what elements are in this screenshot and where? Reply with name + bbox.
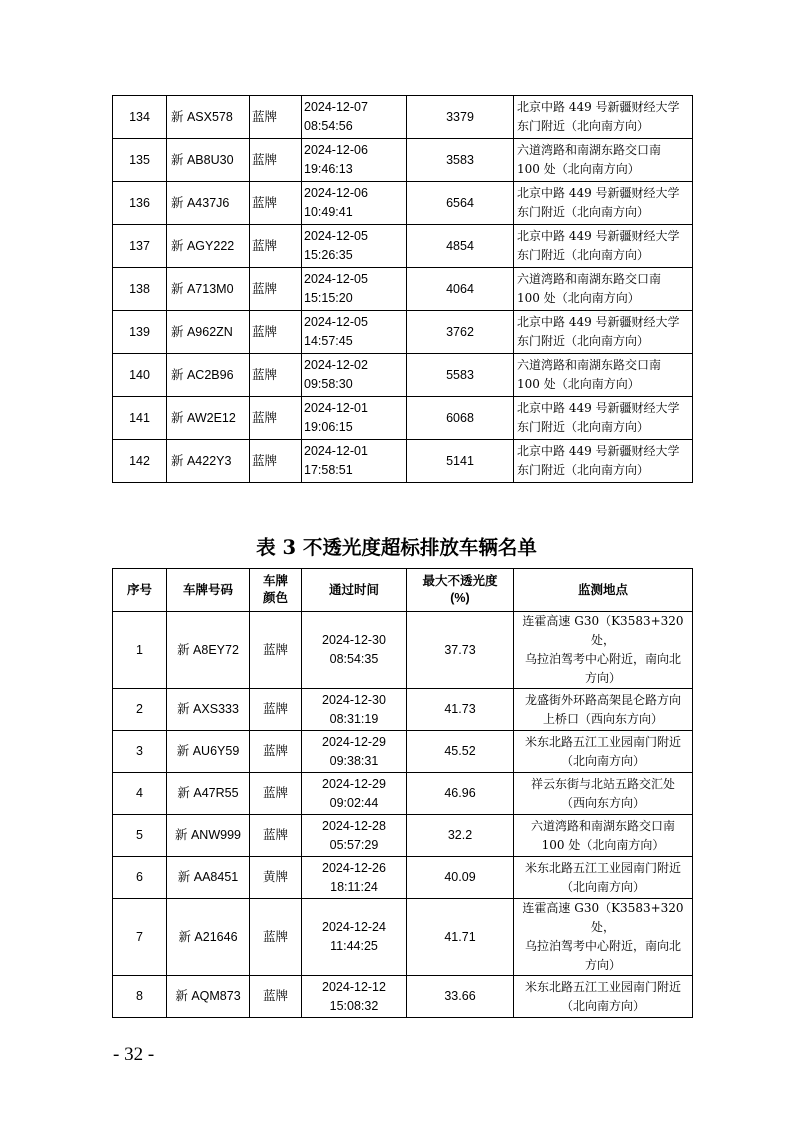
table-row	[113, 182, 693, 225]
location-line: （西向东方向）	[560, 795, 645, 810]
cell-no: 140	[113, 354, 167, 397]
cell-no: 138	[113, 268, 167, 311]
cell-location	[514, 268, 693, 311]
location-line: 六道湾路和南湖东路交口南	[517, 358, 662, 372]
pass-clock: 18:11:24	[330, 879, 378, 894]
cell-no: 8	[113, 976, 167, 1018]
cell-location	[514, 225, 693, 268]
cell-pass-time	[302, 815, 407, 857]
cell-no: 137	[113, 225, 167, 268]
header-no: 序号	[113, 569, 167, 612]
pass-date: 2024-12-29	[322, 776, 386, 791]
table-row	[113, 976, 693, 1018]
location-line: 北京中路 449 号新疆财经大学	[517, 100, 680, 114]
cell-plate: 新 AC2B96	[167, 354, 250, 397]
cell-location	[514, 976, 693, 1018]
pass-date: 2024-12-28	[322, 818, 386, 833]
table-row	[113, 268, 693, 311]
table-high-emission-continued	[112, 95, 693, 483]
pass-clock: 15:26:35	[304, 248, 353, 262]
table-row	[113, 731, 693, 773]
cell-plate: 新 A422Y3	[167, 440, 250, 483]
location-line: 六道湾路和南湖东路交口南	[530, 818, 675, 833]
cell-pass-time	[302, 899, 407, 976]
cell-value: 3762	[407, 311, 514, 354]
cell-plate-color: 蓝牌	[250, 731, 302, 773]
pass-date: 2024-12-07	[304, 100, 368, 114]
cell-location	[514, 815, 693, 857]
cell-value: 40.09	[407, 857, 514, 899]
cell-plate: 新 AU6Y59	[167, 731, 250, 773]
cell-plate: 新 ANW999	[167, 815, 250, 857]
pass-clock: 05:57:29	[329, 837, 379, 852]
cell-plate-color: 蓝牌	[250, 899, 302, 976]
cell-value: 46.96	[407, 773, 514, 815]
location-line: 北京中路 449 号新疆财经大学	[517, 444, 680, 458]
cell-value: 37.73	[407, 612, 514, 689]
pass-clock: 19:46:13	[304, 162, 353, 176]
location-line: 乌拉泊驾考中心附近，南向北	[524, 652, 681, 666]
pass-clock: 08:54:35	[329, 652, 379, 666]
cell-pass-time	[302, 612, 407, 689]
table-row	[113, 857, 693, 899]
cell-plate: 新 AGY222	[167, 225, 250, 268]
cell-no: 135	[113, 139, 167, 182]
location-line: 连霍高速 G30（K3583+320 处，	[522, 614, 684, 647]
pass-clock: 15:15:20	[304, 291, 353, 305]
header-value-line2: (%)	[450, 591, 470, 605]
cell-no: 141	[113, 397, 167, 440]
pass-date: 2024-12-26	[322, 860, 386, 875]
pass-date: 2024-12-02	[304, 358, 368, 372]
cell-location	[514, 773, 693, 815]
cell-location	[514, 689, 693, 731]
pass-date: 2024-12-05	[304, 272, 368, 286]
cell-value: 6068	[407, 397, 514, 440]
cell-value: 6564	[407, 182, 514, 225]
location-line: 北京中路 449 号新疆财经大学	[517, 229, 680, 243]
header-color-line2: 颜色	[262, 591, 288, 605]
table-header-row	[113, 569, 693, 612]
pass-date: 2024-12-30	[322, 692, 386, 707]
location-line: 100 处（北向南方向）	[541, 837, 665, 852]
location-line: 东门附近（北向南方向）	[517, 463, 650, 477]
cell-value: 41.71	[407, 899, 514, 976]
cell-value: 3583	[407, 139, 514, 182]
cell-plate: 新 A962ZN	[167, 311, 250, 354]
table-row	[113, 311, 693, 354]
page-number: - 32 -	[113, 1044, 155, 1065]
cell-plate-color: 蓝牌	[250, 689, 302, 731]
cell-no: 134	[113, 96, 167, 139]
cell-pass-time	[302, 689, 407, 731]
pass-clock: 17:58:51	[304, 463, 353, 477]
cell-plate-color: 蓝牌	[250, 815, 302, 857]
header-time: 通过时间	[302, 569, 407, 612]
header-location: 监测地点	[514, 569, 693, 612]
location-line: 100 处（北向南方向）	[517, 162, 640, 176]
location-line: 东门附近（北向南方向）	[517, 205, 650, 219]
cell-plate: 新 AA8451	[167, 857, 250, 899]
location-line: 北京中路 449 号新疆财经大学	[517, 186, 680, 200]
cell-plate-color: 蓝牌	[250, 96, 302, 139]
location-line: 方向）	[584, 958, 621, 972]
cell-pass-time	[302, 731, 407, 773]
header-color	[250, 569, 302, 612]
cell-pass-time	[302, 857, 407, 899]
cell-pass-time	[302, 268, 407, 311]
table-row	[113, 354, 693, 397]
location-line: 乌拉泊驾考中心附近，南向北	[524, 939, 681, 953]
cell-plate: 新 ASX578	[167, 96, 250, 139]
cell-pass-time	[302, 440, 407, 483]
cell-plate: 新 AB8U30	[167, 139, 250, 182]
location-line: 米东北路五江工业园南门附近	[524, 979, 681, 994]
cell-no: 139	[113, 311, 167, 354]
cell-plate-color: 蓝牌	[250, 440, 302, 483]
cell-plate-color: 蓝牌	[250, 976, 302, 1018]
location-line: 100 处（北向南方向）	[517, 377, 640, 391]
cell-location	[514, 857, 693, 899]
location-line: 东门附近（北向南方向）	[517, 248, 650, 262]
cell-plate: 新 AXS333	[167, 689, 250, 731]
location-line: 东门附近（北向南方向）	[517, 119, 650, 133]
pass-clock: 10:49:41	[304, 205, 353, 219]
cell-value: 3379	[407, 96, 514, 139]
cell-plate: 新 AW2E12	[167, 397, 250, 440]
location-line: 龙盛街外环路高架昆仑路方向	[524, 692, 681, 707]
cell-plate: 新 A713M0	[167, 268, 250, 311]
cell-pass-time	[302, 96, 407, 139]
pass-clock: 09:58:30	[304, 377, 353, 391]
cell-location	[514, 311, 693, 354]
cell-plate-color: 蓝牌	[250, 225, 302, 268]
pass-date: 2024-12-05	[304, 315, 368, 329]
cell-plate-color: 蓝牌	[250, 268, 302, 311]
cell-no: 142	[113, 440, 167, 483]
location-line: （北向南方向）	[560, 879, 645, 894]
pass-date: 2024-12-01	[304, 401, 368, 415]
pass-date: 2024-12-01	[304, 444, 368, 458]
table-caption: 表 3 不透光度超标排放车辆名单	[256, 536, 537, 559]
pass-clock: 11:44:25	[330, 939, 378, 953]
table-row	[113, 225, 693, 268]
cell-location	[514, 440, 693, 483]
pass-clock: 15:08:32	[329, 998, 379, 1013]
cell-plate-color: 黄牌	[250, 857, 302, 899]
cell-pass-time	[302, 354, 407, 397]
pass-clock: 09:38:31	[329, 753, 379, 768]
location-line: 连霍高速 G30（K3583+320 处，	[522, 901, 684, 934]
cell-pass-time	[302, 773, 407, 815]
cell-pass-time	[302, 182, 407, 225]
table-opacity-exceedance	[112, 568, 693, 1018]
pass-date: 2024-12-05	[304, 229, 368, 243]
location-line: 米东北路五江工业园南门附近	[524, 734, 681, 749]
location-line: 上桥口（西向东方向）	[542, 711, 663, 726]
location-line: 东门附近（北向南方向）	[517, 420, 650, 434]
cell-plate-color: 蓝牌	[250, 139, 302, 182]
location-line: 六道湾路和南湖东路交口南	[517, 272, 662, 286]
location-line: 祥云东街与北站五路交汇处	[530, 776, 675, 791]
cell-no: 3	[113, 731, 167, 773]
cell-plate-color: 蓝牌	[250, 354, 302, 397]
cell-plate: 新 A437J6	[167, 182, 250, 225]
location-line: 六道湾路和南湖东路交口南	[517, 143, 662, 157]
location-line: 北京中路 449 号新疆财经大学	[517, 315, 680, 329]
cell-plate: 新 AQM873	[167, 976, 250, 1018]
pass-date: 2024-12-06	[304, 186, 368, 200]
cell-location	[514, 397, 693, 440]
location-line: 方向）	[584, 671, 621, 685]
pass-clock: 19:06:15	[304, 420, 353, 434]
cell-location	[514, 182, 693, 225]
table-row	[113, 689, 693, 731]
header-color-line1: 车牌	[262, 574, 288, 588]
cell-value: 5583	[407, 354, 514, 397]
cell-pass-time	[302, 397, 407, 440]
cell-no: 6	[113, 857, 167, 899]
cell-no: 5	[113, 815, 167, 857]
header-value-line1: 最大不透光度	[422, 574, 498, 588]
pass-clock: 08:31:19	[329, 711, 379, 726]
cell-value: 33.66	[407, 976, 514, 1018]
cell-no: 2	[113, 689, 167, 731]
cell-pass-time	[302, 225, 407, 268]
cell-plate-color: 蓝牌	[250, 397, 302, 440]
cell-plate-color: 蓝牌	[250, 773, 302, 815]
cell-no: 7	[113, 899, 167, 976]
table-row	[113, 612, 693, 689]
cell-plate: 新 A8EY72	[167, 612, 250, 689]
location-line: 东门附近（北向南方向）	[517, 334, 650, 348]
location-line: 100 处（北向南方向）	[517, 291, 640, 305]
header-plate: 车牌号码	[167, 569, 250, 612]
cell-pass-time	[302, 139, 407, 182]
location-line: 北京中路 449 号新疆财经大学	[517, 401, 680, 415]
location-line: （北向南方向）	[560, 998, 645, 1013]
cell-value: 5141	[407, 440, 514, 483]
cell-location	[514, 731, 693, 773]
table-row	[113, 397, 693, 440]
cell-value: 4064	[407, 268, 514, 311]
cell-pass-time	[302, 976, 407, 1018]
pass-date: 2024-12-29	[322, 734, 386, 749]
table-row	[113, 899, 693, 976]
pass-date: 2024-12-30	[322, 633, 386, 647]
location-line: （北向南方向）	[560, 753, 645, 768]
table-row	[113, 815, 693, 857]
cell-plate-color: 蓝牌	[250, 182, 302, 225]
location-line: 米东北路五江工业园南门附近	[524, 860, 681, 875]
cell-location	[514, 899, 693, 976]
header-value	[407, 569, 514, 612]
pass-clock: 09:02:44	[329, 795, 379, 810]
cell-value: 45.52	[407, 731, 514, 773]
cell-location	[514, 96, 693, 139]
cell-value: 41.73	[407, 689, 514, 731]
table-row	[113, 139, 693, 182]
table-row	[113, 440, 693, 483]
pass-clock: 14:57:45	[304, 334, 353, 348]
table-row	[113, 96, 693, 139]
cell-no: 136	[113, 182, 167, 225]
table-row	[113, 773, 693, 815]
pass-date: 2024-12-24	[322, 920, 386, 934]
pass-date: 2024-12-12	[322, 979, 386, 994]
pass-clock: 08:54:56	[304, 119, 353, 133]
cell-plate-color: 蓝牌	[250, 612, 302, 689]
cell-plate: 新 A21646	[167, 899, 250, 976]
cell-location	[514, 139, 693, 182]
cell-location	[514, 354, 693, 397]
cell-pass-time	[302, 311, 407, 354]
cell-no: 1	[113, 612, 167, 689]
cell-value: 4854	[407, 225, 514, 268]
cell-location	[514, 612, 693, 689]
cell-value: 32.2	[407, 815, 514, 857]
cell-no: 4	[113, 773, 167, 815]
pass-date: 2024-12-06	[304, 143, 368, 157]
cell-plate: 新 A47R55	[167, 773, 250, 815]
cell-plate-color: 蓝牌	[250, 311, 302, 354]
